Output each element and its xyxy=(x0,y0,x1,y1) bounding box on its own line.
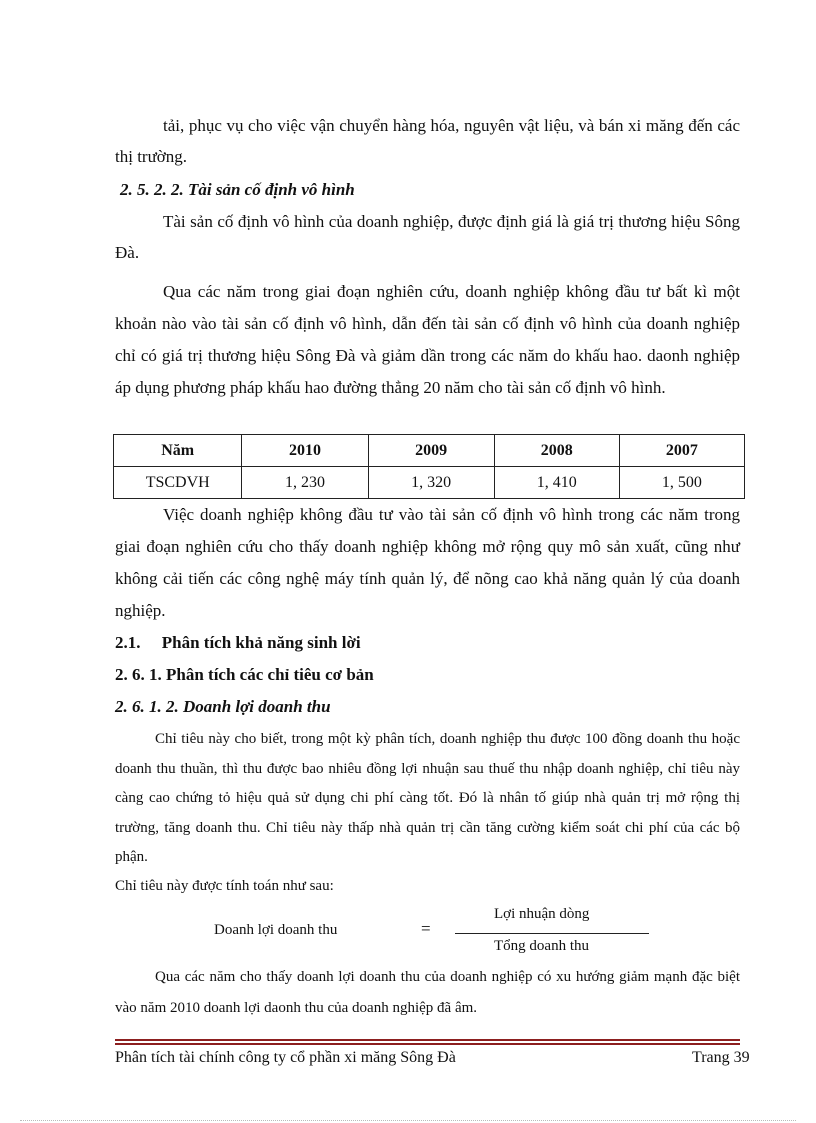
section-heading: 2. 6. 1. Phân tích các chỉ tiêu cơ bản xyxy=(115,665,374,684)
text-block-2 xyxy=(115,206,740,404)
footer-divider xyxy=(115,1043,740,1045)
heading-chi-tieu-co-ban xyxy=(115,659,740,690)
formula-label: Doanh lợi doanh thu xyxy=(214,922,338,938)
paragraph-3: Qua các năm trong giai đoạn nghiên cứu, doanh nghiệp không đầu tư bất kì một khoản nào vào tài sản cố định vô hình, dẫn đến tài sản cố định vô hình của doanh nghiệp chỉ có giá trị thương hiệu Sông Đà và giảm dần trong các năm do khấu hao. daonh nghiệp áp dụng phương pháp khấu hao đường thẳng 20 năm cho tài sản cố định vô hình. xyxy=(115,282,740,397)
header-cell: 2009 xyxy=(368,435,494,467)
value-cell: 1, 320 xyxy=(368,467,494,499)
formula-numerator: Lợi nhuận dòng xyxy=(494,906,590,922)
section-heading: 2. 6. 1. 2. Doanh lợi doanh thu xyxy=(115,697,331,716)
formula xyxy=(0,902,816,962)
heading-doanh-loi-doanh-thu xyxy=(115,691,740,722)
text-block-3 xyxy=(115,499,740,627)
paragraph-5: Chỉ tiêu này cho biết, trong một kỳ phân tích, doanh nghiệp thu được 100 đồng doanh thu hoặc doanh thu thuần, thì thu được bao nhiêu đồng lợi nhuận sau thuế thu nhập doanh nghiệp, chỉ tiêu này càng cao chứng tỏ hiệu quả sử dụng chi phí càng tốt. Đó là nhân tố giúp nhà quản trị mở rộng thị trường, tăng doanh thu. Chỉ tiêu này thấp nhà quản trị cần tăng cường kiểm soát chi phí của các bộ phận. xyxy=(115,731,740,865)
footer-title: Phân tích tài chính công ty cổ phần xi măng Sông Đà xyxy=(115,1049,456,1066)
text-block-4 xyxy=(115,725,740,899)
page-number: Trang 39 xyxy=(692,1049,750,1066)
paragraph-4: Việc doanh nghiệp không đầu tư vào tài sản cố định vô hình trong các năm trong giai đoạn nghiên cứu cho thấy doanh nghiệp không mở rộng quy mô sản xuất, cũng như không cải tiến các công nghệ máy tính quản lý, để nõng cao khả năng quản lý của doanh nghiệp. xyxy=(115,505,740,620)
header-cell-year: Năm xyxy=(114,435,242,467)
row-label-cell: TSCDVH xyxy=(114,467,242,499)
section-heading: 2. 5. 2. 2. Tài sản cố định vô hình xyxy=(120,180,355,199)
paragraph-7: Qua các năm cho thấy doanh lợi doanh thu của doanh nghiệp có xu hướng giảm mạnh đặc biệt vào năm 2010 doanh lợi daonh thu của doanh nghiệp đã âm. xyxy=(115,969,740,1016)
paragraph-2: Tài sản cố định vô hình của doanh nghiệp, được định giá là giá trị thương hiệu Sông Đà. xyxy=(115,212,740,262)
table-header-row xyxy=(114,435,745,467)
section-heading: 2.1. Phân tích khả năng sinh lời xyxy=(115,633,361,652)
header-cell: 2007 xyxy=(619,435,744,467)
page-edge xyxy=(20,1120,796,1121)
table-row xyxy=(114,467,745,499)
formula-denominator: Tổng doanh thu xyxy=(494,938,589,954)
footer-divider xyxy=(115,1039,740,1041)
text-block-1 xyxy=(115,110,740,172)
value-cell: 1, 410 xyxy=(494,467,619,499)
heading-kha-nang-sinh-loi xyxy=(115,627,740,658)
text-block-5 xyxy=(115,962,740,1024)
value-cell: 1, 230 xyxy=(242,467,368,499)
intangible-assets-table xyxy=(113,434,745,499)
fraction-line xyxy=(455,933,649,934)
value-cell: 1, 500 xyxy=(619,467,744,499)
header-cell: 2008 xyxy=(494,435,619,467)
header-cell: 2010 xyxy=(242,435,368,467)
formula-equals: = xyxy=(421,919,431,938)
paragraph-6: Chỉ tiêu này được tính toán như sau: xyxy=(115,877,334,894)
paragraph-1: tải, phục vụ cho việc vận chuyển hàng hóa, nguyên vật liệu, và bán xi măng đến các thị trường. xyxy=(115,116,740,166)
heading-tscd-vo-hinh xyxy=(120,174,745,205)
